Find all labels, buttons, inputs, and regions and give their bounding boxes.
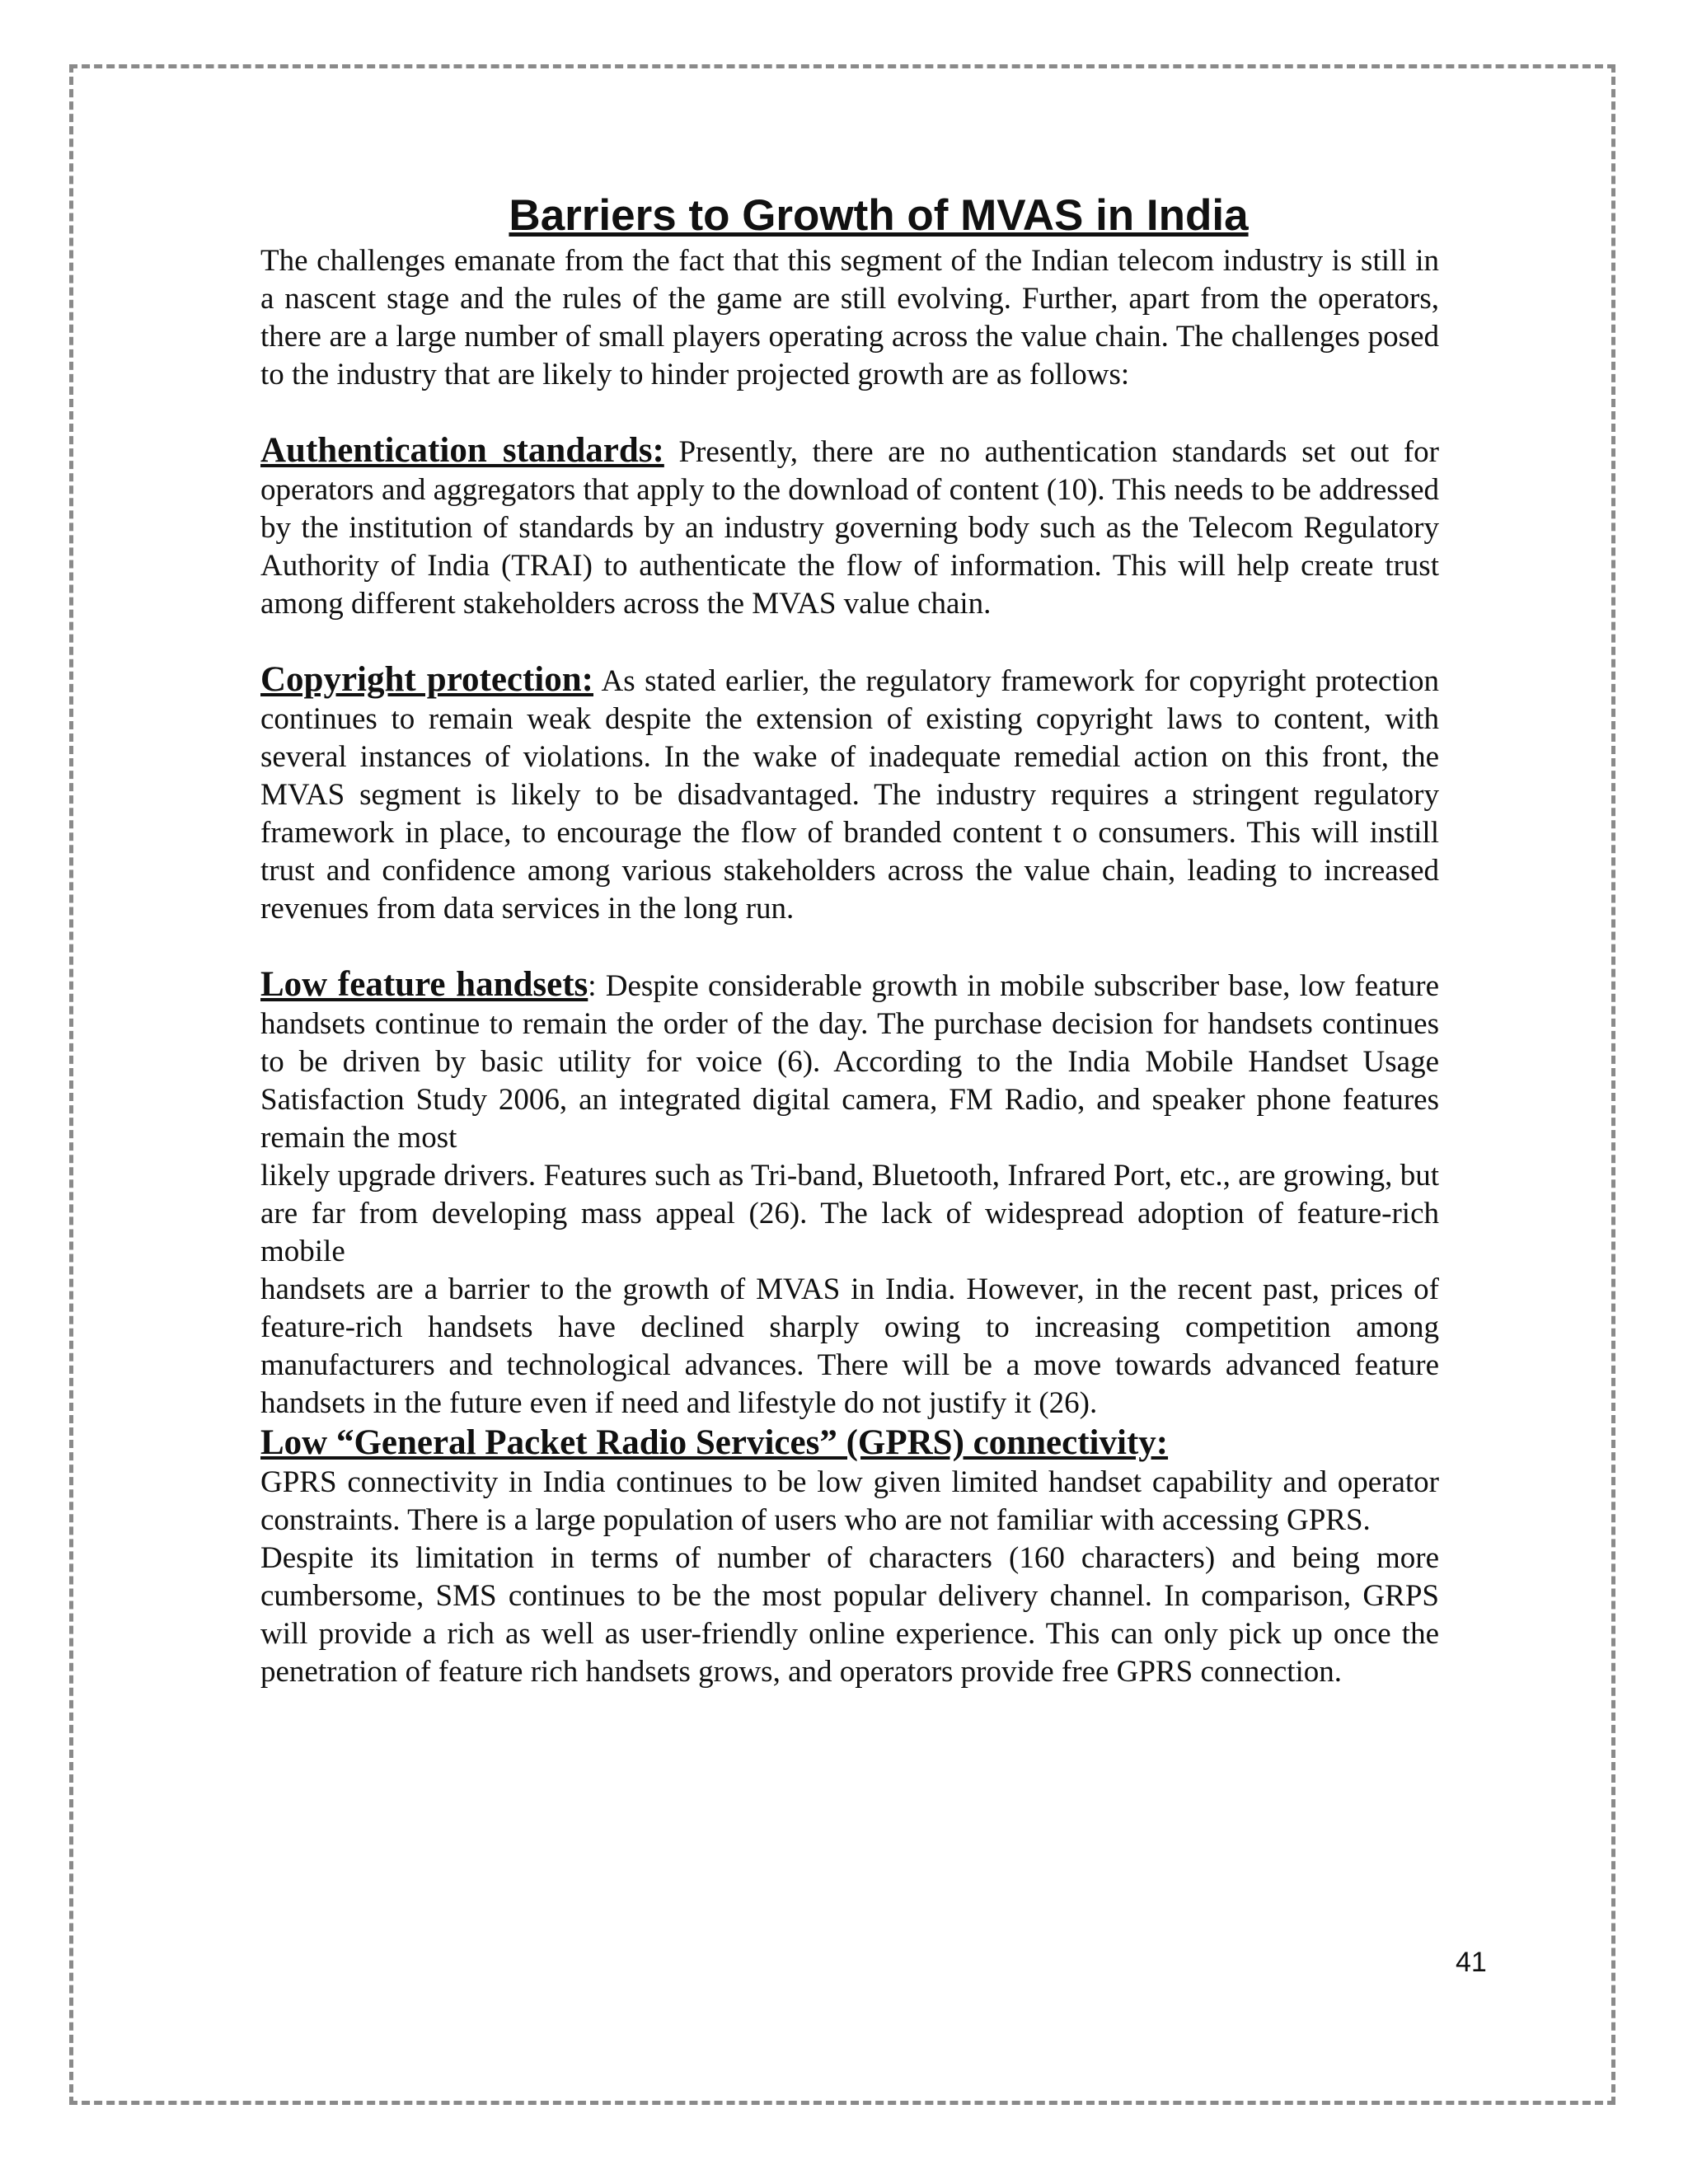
section-heading-handsets: Low feature handsets (260, 965, 588, 1004)
section-copyright (260, 661, 1439, 928)
section-heading-copyright: Copyright protection: (260, 660, 593, 699)
section-heading-authentication: Authentication standards: (260, 431, 664, 470)
spacer (260, 623, 1439, 661)
section-authentication (260, 432, 1439, 623)
document-body (260, 191, 1439, 1691)
intro-paragraph: The challenges emanate from the fact that this segment of the Indian telecom industry is still in a nascent stage and the rules of the game are still evolving. Further, apart from the operators, there are a large number of small players operating across the value chain. The challenges posed to the industry that are likely to hinder projected growth are as follows: (260, 244, 1439, 391)
spacer (260, 928, 1439, 966)
spacer (260, 394, 1439, 432)
section-handsets-continued: likely upgrade drivers. Features such as Tri-band, Bluetooth, Infrared Port, etc., are growing, but are far from developing mass appeal (26). The lack of widespread adoption of feature-rich mobile (260, 1159, 1439, 1268)
page-title: Barriers to Growth of MVAS in India (509, 191, 1249, 240)
section-body-copyright: As stated earlier, the regulatory framework for copyright protection continues to remain weak despite the extension of existing copyright laws to content, with several instances of violations. In the wake of inadequate remedial action on this front, the MVAS segment is likely to be disadvantaged. The industry requires a stringent regulatory framework in place, to encourage the flow of branded content t o consumers. This will instill trust and confidence among various stakeholders across the value chain, leading to increased revenues from data services in the long run. (260, 664, 1439, 926)
section-heading-gprs: Low “General Packet Radio Services” (GPRS) connectivity: (260, 1423, 1169, 1462)
page-number: 41 (1456, 1947, 1487, 1978)
section-body-gprs-continued: Despite its limitation in terms of number of characters (160 characters) and being more cumbersome, SMS continues to be the most popular delivery channel. In comparison, GRPS will provide a rich as well as user-friendly online experience. This can only pick up once the penetration of feature rich handsets grows, and operators provide free GPRS connection. (260, 1541, 1439, 1689)
section-handsets-continued-2: handsets are a barrier to the growth of MVAS in India. However, in the recent past, prices of feature-rich handsets have declined sharply owing to increasing competition among manufacturers and technological advances. There will be a move towards advanced feature handsets in the future even if need and lifestyle do not justify it (26). (260, 1272, 1439, 1420)
section-body-handsets: : Despite considerable growth in mobile subscriber base, low feature handsets continue to remain the order of the day. The purchase decision for handsets continues to be driven by basic utility for voice (6). According to the India Mobile Handset Usage Satisfaction Study 2006, an integrated digital camera, FM Radio, and speaker phone features remain the most (260, 969, 1439, 1155)
section-body-gprs: GPRS connectivity in India continues to be low given limited handset capability and operator constraints. There is a large population of users who are not familiar with accessing GPRS. (260, 1465, 1439, 1537)
section-body-authentication: Presently, there are no authentication standards set out for operators and aggregators that apply to the download of content (10). This needs to be addressed by the institution of standards by an industry governing body such as the Telecom Regulatory Authority of India (TRAI) to authenticate the flow of information. This will help create trust among different stakeholders across the MVAS value chain. (260, 435, 1439, 621)
section-handsets (260, 966, 1439, 1157)
